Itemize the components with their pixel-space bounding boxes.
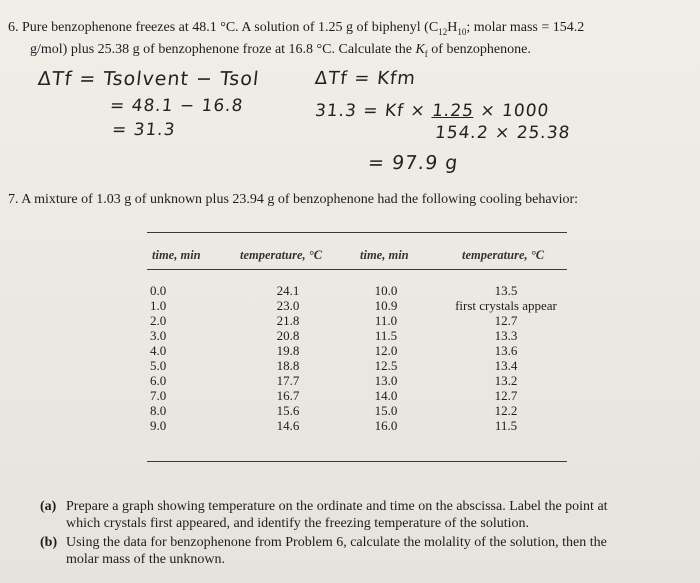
list-item: 2.0 (150, 313, 167, 328)
part-b-label: (b) (40, 535, 58, 550)
col-time-1 (150, 283, 210, 433)
problem-7: 7. A mixture of 1.03 g of unknown plus 23.94 g of benzophenone had the following cooling behavior: (8, 192, 579, 207)
col-temp-2 (436, 283, 576, 433)
list-item: 13.3 (494, 328, 518, 343)
handwriting-eq-1: ΔTf = Tsolvent − Tsol (36, 68, 261, 90)
part-b: (b) Using the data for benzophenone from Problem 6, calculate the molality of the solution, then the molar mass of the unknown. (40, 535, 607, 567)
list-item: 15.0 (374, 403, 398, 418)
header-temp-1: temperature, °C (240, 248, 323, 262)
list-item: 20.8 (276, 328, 300, 343)
list-item: 12.7 (494, 388, 518, 403)
list-item: 9.0 (150, 418, 167, 433)
list-item: 13.4 (494, 358, 518, 373)
list-item: 12.2 (494, 403, 518, 418)
list-item: 8.0 (150, 403, 167, 418)
list-item: 6.0 (150, 373, 167, 388)
list-item: 14.0 (374, 388, 398, 403)
list-item: 11.5 (374, 328, 398, 343)
list-item: 18.8 (276, 358, 300, 373)
list-item: 11.5 (494, 418, 518, 433)
list-item: 16.0 (374, 418, 398, 433)
handwriting-eq-7: = 97.9 g (366, 152, 460, 174)
problem-6 (8, 19, 688, 63)
problem-6-line-2: g/mol) plus 25.38 g of benzophenone froze at 16.8 °C. Calculate the $K_f$ of benzophenone. (30, 41, 531, 59)
part-a: (a) Prepare a graph showing temperature on the ordinate and time on the abscissa. Label the point at which crystals first appeared, and identify the freezing temperature of the solution. (40, 499, 608, 531)
header-time-2: time, min (360, 248, 409, 262)
col-time-2 (356, 283, 416, 433)
list-item: 21.8 (276, 313, 300, 328)
list-item: 17.7 (276, 373, 300, 388)
list-item: 13.6 (494, 343, 518, 358)
list-item: 12.0 (374, 343, 398, 358)
list-item: 0.0 (150, 283, 167, 298)
list-item: 14.6 (276, 418, 300, 433)
handwriting-eq-3: = 48.1 − 16.8 (108, 96, 245, 116)
list-item: 12.5 (374, 358, 398, 373)
table-bottom-rule (147, 461, 567, 462)
table-header-rule (147, 269, 567, 270)
header-temp-2: temperature, °C (462, 248, 545, 262)
list-item: 16.7 (276, 388, 300, 403)
handwriting-eq-2: ΔTf = Kfm (313, 68, 417, 89)
problem-6-number: 6. (8, 20, 19, 35)
list-item: 15.6 (276, 403, 300, 418)
list-item: 23.0 (276, 298, 300, 313)
col-temp-1 (258, 283, 318, 433)
handwriting-eq-4: 31.3 = Kf × 1.25 × 1000 (313, 101, 551, 121)
list-item: 7.0 (150, 388, 167, 403)
list-item: 13.2 (494, 373, 518, 388)
header-time-1: time, min (152, 248, 201, 262)
list-item: 13.5 (494, 283, 518, 298)
list-item: 19.8 (276, 343, 300, 358)
list-item: 1.0 (150, 298, 167, 313)
problem-7-number: 7. (8, 192, 19, 207)
handwriting-eq-5: = 31.3 (110, 120, 177, 140)
list-item: 10.9 (374, 298, 398, 313)
list-item: 12.7 (494, 313, 518, 328)
list-item: 13.0 (374, 373, 398, 388)
list-item: 3.0 (150, 328, 167, 343)
handwriting-eq-6: 154.2 × 25.38 (433, 123, 572, 143)
table-top-rule (147, 232, 567, 233)
list-item: 24.1 (276, 283, 300, 298)
list-item: 4.0 (150, 343, 167, 358)
list-item: 5.0 (150, 358, 167, 373)
list-item: first crystals appear (455, 298, 557, 313)
list-item: 10.0 (374, 283, 398, 298)
problem-6-line-1: 6. Pure benzophenone freezes at 48.1 °C. A solution of 1.25 g of biphenyl ($C_{12}H_{10}$; molar mass = 154.2 (8, 20, 585, 37)
list-item: 11.0 (374, 313, 398, 328)
part-a-label: (a) (40, 499, 57, 514)
